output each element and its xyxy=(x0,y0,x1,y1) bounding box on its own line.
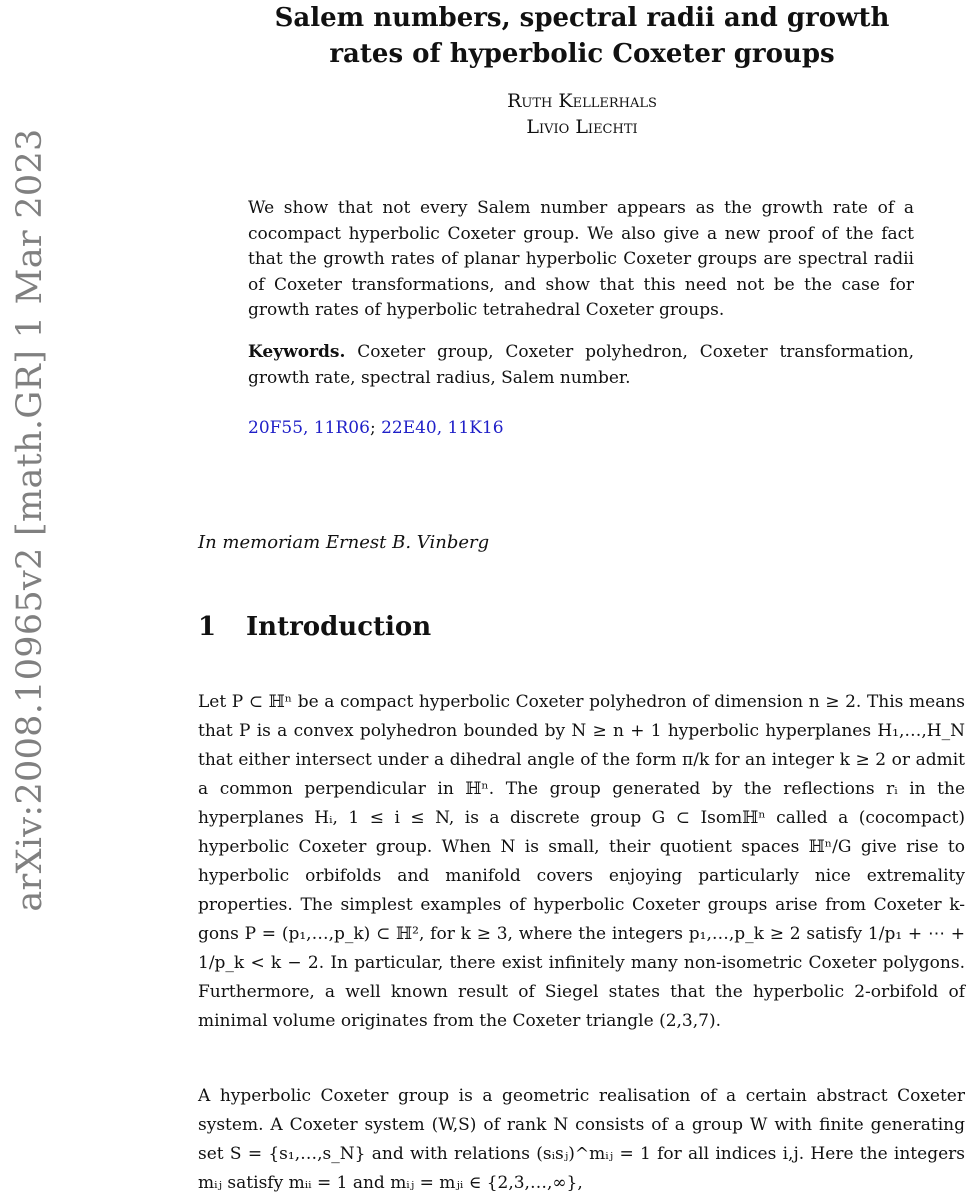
arxiv-stamp: arXiv:2008.10965v2 [math.GR] 1 Mar 2023 xyxy=(10,128,50,912)
section-title: Introduction xyxy=(246,612,432,642)
author-2: Livio Liechti xyxy=(526,116,638,138)
msc-secondary-link[interactable]: 22E40, 11K16 xyxy=(381,418,504,438)
keywords xyxy=(248,340,914,391)
title-line-1: Salem numbers, spectral radii and growth xyxy=(274,3,890,33)
abstract: We show that not every Salem number appears as the growth rate of a cocompact hyperbolic Coxeter group. We also give a new proof of the fact that the growth rates of planar hyperbolic Coxeter groups are spectral radii of Coxeter transformations, and show that this need not be the case for growth rates of hyperbolic tetrahedral Coxeter groups. xyxy=(248,198,914,320)
intro-paragraph-2: A hyperbolic Coxeter group is a geometric realisation of a certain abstract Coxeter system. A Coxeter system (W,S) of rank N consists of a group W with finite generating set S = {s₁,…,s_N} and with relations (sᵢsⱼ)^mᵢⱼ = 1 for all indices i,j. Here the integers mᵢⱼ satisfy mᵢᵢ = 1 and mᵢⱼ = mⱼᵢ ∈ {2,3,…,∞}, xyxy=(198,1086,965,1193)
msc-primary-link[interactable]: 20F55, 11R06 xyxy=(248,418,370,438)
arxiv-sidebar xyxy=(0,0,60,1200)
msc-classification: 20F55, 11R06; 22E40, 11K16 xyxy=(248,418,504,438)
intro-paragraph-1: Let P ⊂ ℍⁿ be a compact hyperbolic Coxeter polyhedron of dimension n ≥ 2. This means that P is a convex polyhedron bounded by N ≥ n + 1 hyperbolic hyperplanes H₁,…,H_N that either intersect under a dihedral angle of the form π/k for an integer k ≥ 2 or admit a common perpendicular in ℍⁿ. The group generated by the reflections rᵢ in the hyperplanes Hᵢ, 1 ≤ i ≤ N, is a discrete group G ⊂ Isomℍⁿ called a (cocompact) hyperbolic Coxeter group. When N is small, their quotient spaces ℍⁿ/G give rise to hyperbolic orbifolds and manifold covers enjoying particularly nice extremality properties. The simplest examples of hyperbolic Coxeter groups arise from Coxeter k-gons P = (p₁,…,p_k) ⊂ ℍ², for k ≥ 3, where the integers p₁,…,p_k ≥ 2 satisfy 1/p₁ + ⋯ + 1/p_k < k − 2. In particular, there exist infinitely many non-isometric Coxeter polygons. Furthermore, a well known result of Siegel states that the hyperbolic 2-orbifold of minimal volume originates from the Coxeter triangle (2,3,7). xyxy=(198,692,965,1031)
section-number: 1 xyxy=(198,612,217,642)
keywords-text: Coxeter group, Coxeter polyhedron, Coxeter transformation, growth rate, spectral radius, Salem number. xyxy=(248,342,914,388)
section-heading xyxy=(198,612,431,642)
paper-title xyxy=(200,0,964,72)
keywords-label: Keywords. xyxy=(248,342,346,362)
title-line-2: rates of hyperbolic Coxeter groups xyxy=(329,39,835,69)
dedication: In memoriam Ernest B. Vinberg xyxy=(198,532,490,553)
author-1: Ruth Kellerhals xyxy=(507,90,657,112)
author-list xyxy=(200,88,964,140)
